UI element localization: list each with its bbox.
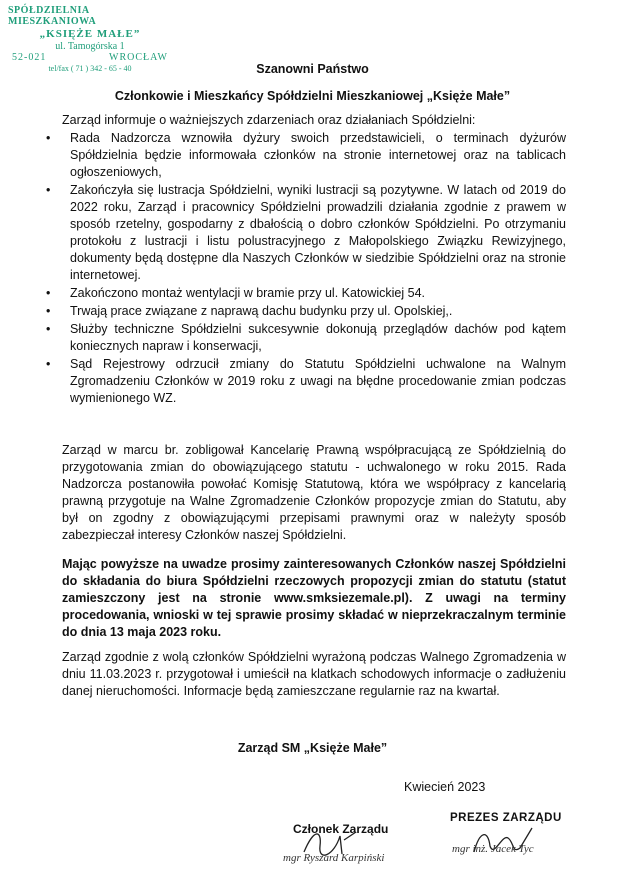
document-date: Kwiecień 2023 (404, 780, 486, 794)
list-item-text: Zakończono montaż wentylacji w bramie przy ul. Katowickiej 54. (70, 286, 426, 300)
greeting: Szanowni Państwo (256, 62, 369, 76)
board-signature: Zarząd SM „Księże Małe” (237, 741, 388, 755)
paragraph-debt-information: Zarząd zgodnie z wolą członków Spółdzielni wyrażoną podczas Walnego Zgromadzenia w dniu 11.03.2023 r. przygotował i umieścił na klatkach schodowych informacje o zadłużeniu danej nieruchomości. Informacje będą zamieszczane regularnie raz na kwartał. (62, 650, 566, 698)
bullet-icon: • (46, 131, 51, 145)
list-item-text: Zakończyła się lustracja Spółdzielni, wyniki lustracji są pozytywne. W latach od 2019 do 2022 roku, Zarząd i pracownicy Spółdzielni prowadzili działania zgodnie z prawem w sposób rzetelny, gospodarny z dbałością o dobro członków Spółdzielni. Po otrzymaniu protokołu z lustracji i listu polustracyjnego z Małopolskiego Związku Rewizyjnego, dokumenty będą dostępne dla Naszych Członków w siedzibie Spółdzielni oraz na stronie internetowej. (70, 183, 566, 282)
subgreeting: Członkowie i Mieszkańcy Spółdzielni Mieszkaniowej „Księże Małe” (114, 89, 511, 103)
signatory-left-title: Członek Zarządu (293, 822, 389, 836)
stamp-line-name: SPÓŁDZIELNIA MIESZKANIOWA (8, 5, 97, 27)
list-item (38, 285, 566, 302)
signatory-right-title: PREZES ZARZĄDU (450, 812, 562, 824)
bullet-icon: • (46, 183, 51, 197)
announcement-list (38, 130, 566, 408)
signatory-right-name: mgr inż. Jacek Tyc (452, 843, 534, 855)
signatory-left-name: mgr Ryszard Karpiński (283, 852, 385, 864)
stamp-line-estate: „KSIĘŻE MAŁE” (39, 28, 141, 40)
stamp-city: WROCŁAW (109, 52, 168, 64)
list-item (38, 182, 566, 284)
list-item (38, 356, 566, 407)
paragraph-proposal-request: Mając powyższe na uwadze prosimy zainteresowanych Członków naszej Spółdzielni do składania do biura Spółdzielni rzeczowych propozycji zmian do statutu (statut zamieszczony jest na stronie www.smksiezemale.pl). Z uwagi na terminy procedowania, wnioski w tej sprawie prosimy składać w nieprzekraczalnym terminie do dnia 13 maja 2023 roku. (62, 557, 566, 639)
bullet-icon: • (46, 357, 51, 371)
list-item-text: Trwają prace związane z naprawą dachu budynku przy ul. Opolskiej,. (70, 304, 453, 318)
intro-text: Zarząd informuje o ważniejszych zdarzeniach oraz działaniach Spółdzielni: (62, 113, 476, 127)
list-item-text: Rada Nadzorcza wznowiła dyżury swoich przedstawicieli, o terminach dyżurów Spółdzielnia będzie informowała członków na stronie internetowej oraz na tablicach ogłoszeniowych, (70, 131, 566, 179)
stamp-zip: 52-021 (12, 52, 47, 64)
stamp-line-phone: tel/fax ( 71 ) 342 - 65 - 40 (48, 63, 132, 73)
list-item-text: Służby techniczne Spółdzielni sukcesywnie dokonują przeglądów dachów pod kątem koniecznych napraw i konserwacji, (70, 322, 566, 353)
list-item (38, 303, 566, 320)
list-item (38, 130, 566, 181)
bullet-icon: • (46, 304, 51, 318)
bullet-icon: • (46, 286, 51, 300)
stamp-line-street: ul. Tamogórska 1 (55, 40, 125, 52)
paragraph-statute-changes: Zarząd w marcu br. zobligował Kancelarię Prawną współpracującą ze Spółdzielnią do przygotowania zmian do obowiązującego statutu - uchwalonego w roku 2015. Rada Nadzorcza postanowiła powołać Komisję Statutową, która we współpracy z kancelarią prawną przygotuje na Walne Zgromadzenie Członków propozycje zmian do Statutu, aby był on zgodny z obowiązującymi przepisami prawnymi oraz w należyty sposób zabezpieczał interesy Członków naszej Spółdzielni. (62, 443, 566, 542)
list-item-text: Sąd Rejestrowy odrzucił zmiany do Statutu Spółdzielni uchwalone na Walnym Zgromadzeniu Członków w 2019 roku z uwagi na błędne procedowanie zmian podczas wymienionego WZ. (70, 357, 566, 405)
bullet-icon: • (46, 322, 51, 336)
list-item (38, 321, 566, 355)
